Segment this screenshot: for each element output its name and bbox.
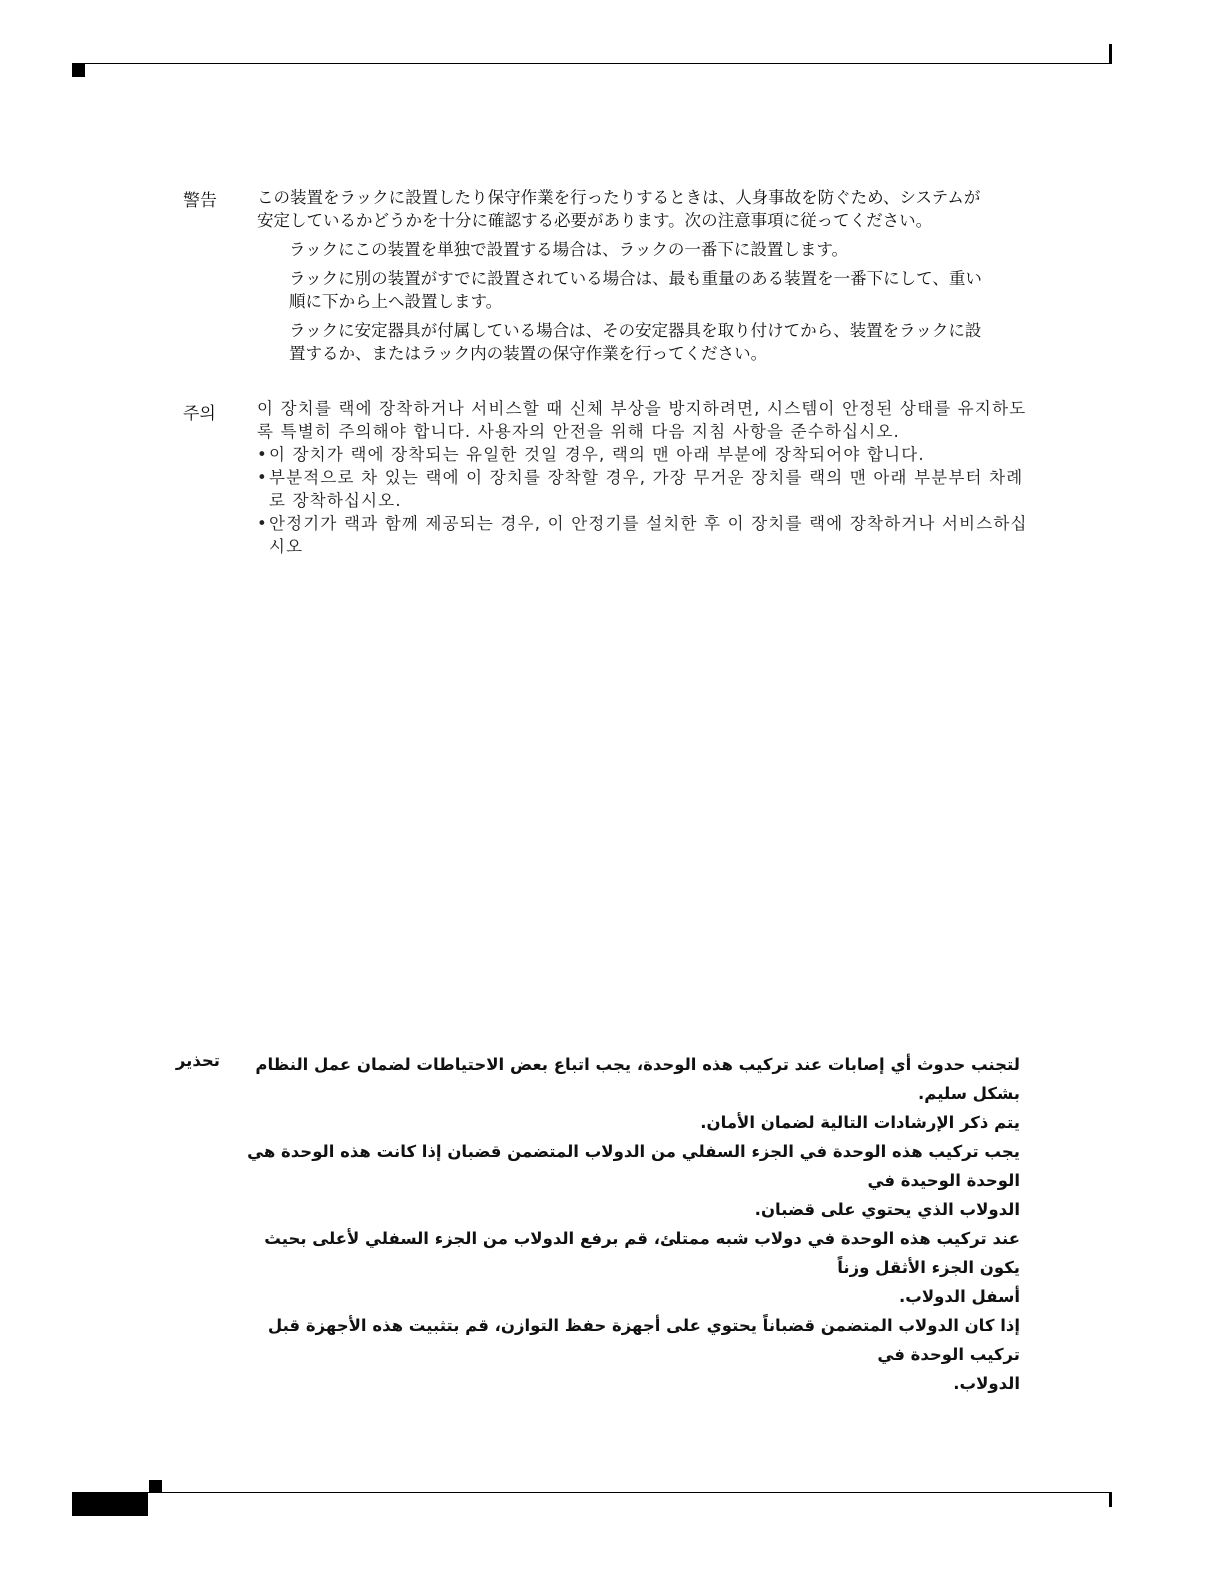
- warning-ar-body: [230, 1050, 1020, 1398]
- warning-ar-line: الدولاب.: [953, 1374, 1020, 1393]
- warning-ja-item: [289, 267, 1077, 313]
- warning-ko-body: [257, 397, 1097, 558]
- warning-ja-intro-line: この装置をラックに設置したり保守作業を行ったりするときは、人身事故を防ぐため、システムが: [257, 188, 981, 207]
- header-rule: [72, 63, 1112, 64]
- warning-ar-line: يجب تركيب هذه الوحدة في الجزء السفلي من الدولاب المتضمن قضبان إذا كانت هذه الوحدة هي الوحدة الوحيدة في: [247, 1142, 1020, 1190]
- warning-ja-body: [257, 186, 1077, 365]
- warning-ko-item-line: 시오: [269, 537, 304, 556]
- warning-ko-item-line: 로 장착하십시오.: [269, 491, 402, 510]
- warning-ar-line: إذا كان الدولاب المتضمن قضباناً يحتوي على أجهزة حفظ التوازن، قم بتثبيت هذه الأجهزة قبل تركيب الوحدة في: [267, 1316, 1020, 1364]
- warning-ja-item-line: ラックに安定器具が付属している場合は、その安定器具を取り付けてから、装置をラックに設: [289, 321, 982, 340]
- footer-right-tick: [1109, 1493, 1112, 1507]
- warning-ko-item-line: 안정기가 랙과 함께 제공되는 경우, 이 안정기를 설치한 후 이 장치를 랙에 장착하거나 서비스하십: [269, 514, 1028, 533]
- warning-ja-item-line: ラックにこの装置を単独で設置する場合は、ラックの一番下に設置します。: [289, 240, 849, 259]
- warning-ko-label: 주의: [183, 404, 216, 424]
- warning-ja-item-line: 順に下から上へ設置します。: [289, 292, 503, 311]
- warning-ar-line: يتم ذكر الإرشادات التالية لضمان الأمان.: [700, 1113, 1020, 1132]
- warning-ar-line: أسفل الدولاب.: [898, 1287, 1020, 1306]
- warning-ko-item-line: 부분적으로 차 있는 랙에 이 장치를 장착할 경우, 가장 무거운 장치를 랙의 맨 아래 부분부터 차례: [269, 468, 1024, 487]
- warning-ja-label: 警告: [183, 191, 217, 211]
- footer-rule: [148, 1492, 1112, 1493]
- warning-ar-line: عند تركيب هذه الوحدة في دولاب شبه ممتلئ، قم برفع الدولاب من الجزء السفلي لأعلى بحيث يكون الجزء الأثقل وزناً: [264, 1229, 1020, 1277]
- warning-ko-item: [257, 466, 1097, 512]
- warning-ar-label: تحذير: [175, 1051, 220, 1070]
- warning-ko-intro-line: 이 장치를 랙에 장착하거나 서비스할 때 신체 부상을 방지하려면, 시스템이 안정된 상태를 유지하도: [257, 399, 1027, 418]
- warning-ja-item: [289, 238, 1077, 261]
- footer-small-mark: [149, 1480, 162, 1492]
- footer-page-tab: [72, 1492, 148, 1516]
- bullet-icon: •: [257, 445, 268, 464]
- warning-ar-line: الدولاب الذي يحتوي على قضبان.: [754, 1200, 1020, 1219]
- warning-ja-intro-line: 安定しているかどうかを十分に確認する必要があります。次の注意事項に従ってください。: [257, 211, 933, 230]
- bullet-icon: •: [257, 514, 268, 533]
- header-right-tick: [1109, 44, 1112, 64]
- warning-ja-item: [289, 319, 1077, 365]
- warning-ja-item-line: ラックに別の装置がすでに設置されている場合は、最も重量のある装置を一番下にして、重い: [289, 269, 982, 288]
- bullet-icon: •: [257, 468, 268, 487]
- warning-ko-intro-line: 록 특별히 주의해야 합니다. 사용자의 안전을 위해 다음 지침 사항을 준수하십시오.: [257, 422, 900, 441]
- warning-ko-item: [257, 512, 1097, 558]
- warning-ar-line: لتجنب حدوث أي إصابات عند تركيب هذه الوحدة، يجب اتباع بعض الاحتياطات لضمان عمل النظام بشكل سليم.: [255, 1055, 1020, 1103]
- warning-ja-item-line: 置するか、またはラック内の装置の保守作業を行ってください。: [289, 344, 768, 363]
- header-corner-mark: [72, 64, 85, 77]
- warning-ko-item-line: 이 장치가 랙에 장착되는 유일한 것일 경우, 랙의 맨 아래 부분에 장착되어야 합니다.: [269, 445, 925, 464]
- warning-ko-item: [257, 443, 1097, 466]
